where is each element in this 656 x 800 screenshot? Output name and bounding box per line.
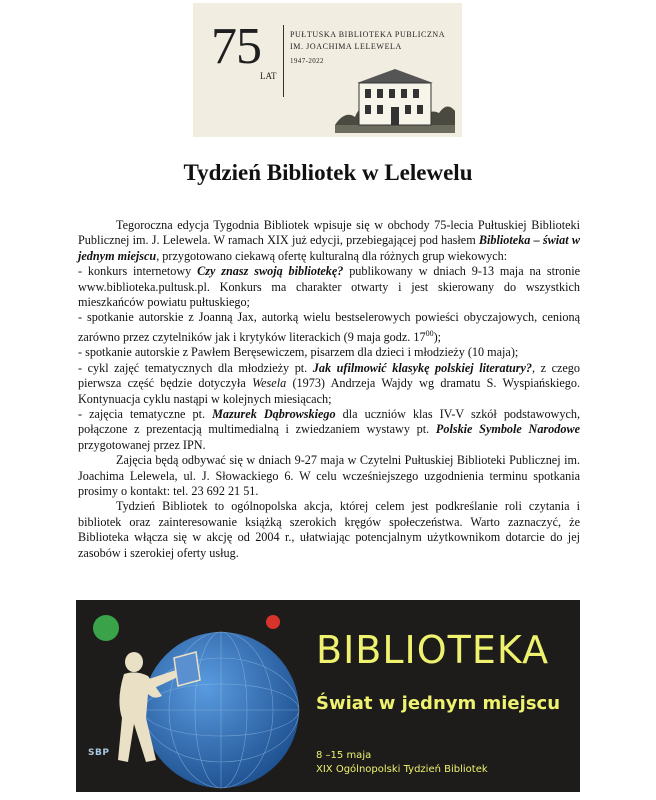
exhibition-title: Polskie Symbole Narodowe [435,422,580,437]
list-item: - spotkanie autorskie z Joanną Jax, autorką wielu bestselerowych powieści obyczajowych, cenioną zarówno przez czytelników jak i krytyków literackich (9 maja godz. $17^{00}$); [78,310,580,344]
book-icon [174,652,200,686]
green-planet-icon [93,615,119,641]
list-item: - konkurs internetowy Czy znasz swoją bibliotekę? publikowany w dniach 9-13 maja na stronie www.biblioteka.pultusk.pl. Konkurs ma charakter otwarty i jest skierowany do wszystkich mieszkańców powiatu pułtuskiego; [78,264,580,310]
class-topic: Mazurek Dąbrowskiego [212,406,336,421]
intro-paragraph: Tegoroczna edycja Tygodnia Bibliotek wpisuje się w obchody 75-lecia Pułtuskiej Biblioteki Publicznej im. J. Lelewela. W ramach XIX już edycji, przebiegającej pod hasłem Biblioteka – świat w jednym miejscu, przygotowano ciekawą ofertę kulturalną dla różnych grup wiekowych: [78,218,580,263]
quiz-title: Czy znasz swoją bibliotekę? [197,264,344,279]
event-slogan: Biblioteka – świat w jednym miejscu [78,233,580,263]
library-name-line1: PUŁTUSKA BIBLIOTEKA PUBLICZNA [290,30,446,39]
anniversary-number: 75 [211,18,261,75]
about-paragraph: Tydzień Bibliotek to ogólnopolska akcja, której celem jest podkreślanie roli czytania i bibliotek oraz zainteresowanie książką szerokich kręgów społeczeństwa. Warto zaznaczyć, że Biblioteka włącza się w akcję od 2004 r., ułatwiając potencjalnym użytkownikom dotarcie do jej zasobów i szerokiej oferty usług. [78,499,580,560]
library-name [290,29,458,53]
sbp-logo: SBP [88,748,110,758]
film-title: Wesela [252,376,287,391]
schedule-paragraph: Zajęcia będą odbywać się w dniach 9-27 maja w Czytelni Pułtuskiej Biblioteki Publicznej im. Joachima Lelewela, ul. J. Słowackiego 6. W celu wcześniejszego uzgodnienia terminu spotkania prosimy o kontakt: tel. 23 692 21 51. [78,453,580,498]
library-building-illustration [335,55,455,133]
banner-dates: 8 –15 maja [316,750,372,761]
article-body [78,218,580,561]
page-title: Tydzień Bibliotek w Lelewelu [183,160,473,185]
library-week-banner [76,600,580,792]
header-divider [283,25,284,97]
banner-subtitle: Świat w jednym miejscu [316,693,561,714]
anniversary-suffix: LAT [260,71,277,81]
banner-event-name: XIX Ogólnopolski Tydzień Bibliotek [316,764,488,775]
workshop-topic: Jak ufilmowić klasykę polskiej literatury? [312,360,533,375]
anniversary-years: 1947-2022 [290,57,324,65]
banner-title: BIBLIOTEKA [316,628,550,672]
list-item: - zajęcia tematyczne pt. Mazurek Dąbrowskiego dla uczniów klas IV-V szkół podstawowych, połączone z prezentacją multimedialną i zwiedzaniem wystawy pt. Polskie Symbole Narodowe przygotowanej przez IPN. [78,406,580,452]
red-planet-icon [266,615,280,629]
list-item: - cykl zajęć tematycznych dla młodzieży pt. Jak ufilmowić klasykę polskiej literatury?, z czego pierwsza część będzie dotyczyła Wesela (1973) Andrzeja Wajdy wg dramatu S. Wyspiańskiego. Kontynuacja cyklu nastąpi w kolejnych miesiącach; [78,360,580,406]
anniversary-header-banner [193,3,462,137]
list-item: - spotkanie autorskie z Pawłem Beręsewiczem, pisarzem dla dzieci i młodzieży (10 maja); [78,345,519,360]
library-name-line2: IM. JOACHIMA LELEWELA [290,42,402,51]
